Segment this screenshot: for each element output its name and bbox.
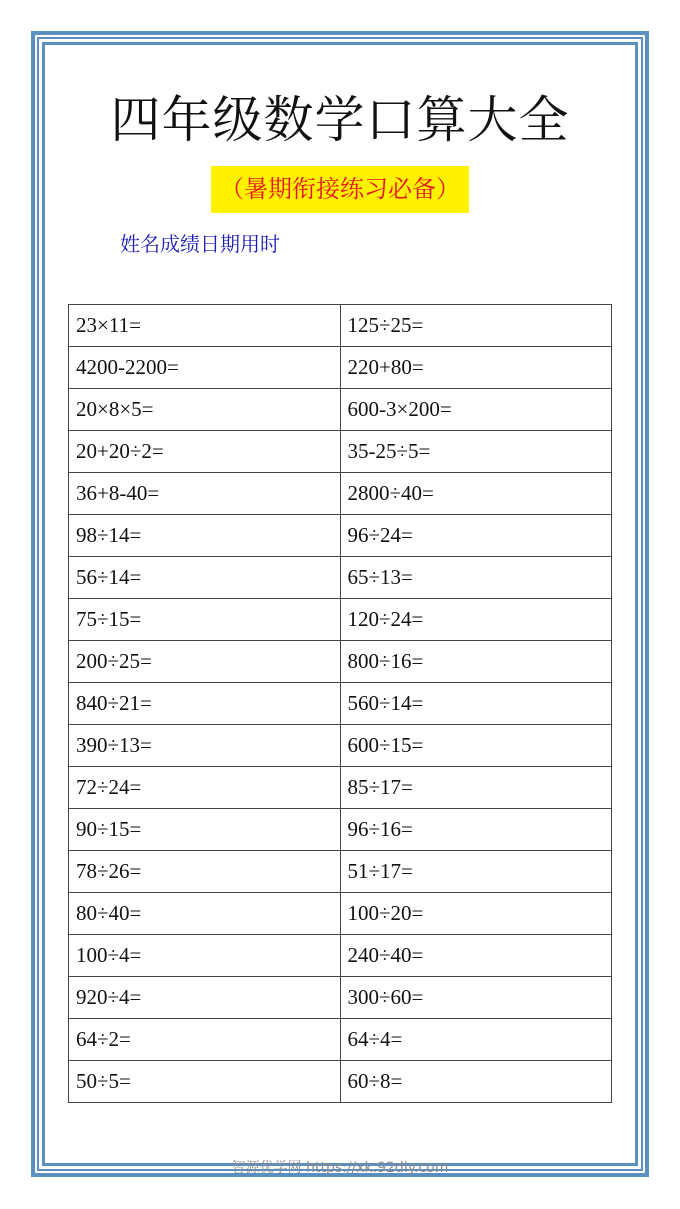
- table-row: [69, 515, 612, 557]
- problem-cell-right: 240÷40=: [340, 935, 612, 977]
- problem-cell-left: 840÷21=: [69, 683, 341, 725]
- subtitle-highlight: （暑期衔接练习必备）: [211, 166, 469, 213]
- table-row: [69, 347, 612, 389]
- problem-cell-right: 120÷24=: [340, 599, 612, 641]
- problem-cell-right: 300÷60=: [340, 977, 612, 1019]
- table-row: [69, 1061, 612, 1103]
- problem-cell-left: 78÷26=: [69, 851, 341, 893]
- problem-cell-right: 100÷20=: [340, 893, 612, 935]
- table-row: [69, 767, 612, 809]
- problem-cell-right: 60÷8=: [340, 1061, 612, 1103]
- problem-cell-left: 90÷15=: [69, 809, 341, 851]
- problem-cell-left: 100÷4=: [69, 935, 341, 977]
- problem-cell-left: 56÷14=: [69, 557, 341, 599]
- problem-cell-left: 4200-2200=: [69, 347, 341, 389]
- table-row: [69, 1019, 612, 1061]
- problem-cell-left: 72÷24=: [69, 767, 341, 809]
- problem-cell-right: 600÷15=: [340, 725, 612, 767]
- problem-cell-right: 800÷16=: [340, 641, 612, 683]
- table-row: [69, 809, 612, 851]
- problem-cell-right: 560÷14=: [340, 683, 612, 725]
- problem-cell-left: 20×8×5=: [69, 389, 341, 431]
- problem-cell-left: 64÷2=: [69, 1019, 341, 1061]
- problem-cell-left: 20+20÷2=: [69, 431, 341, 473]
- table-row: [69, 473, 612, 515]
- name-label: 姓名: [120, 232, 160, 256]
- footer-watermark: 智源优学网 https://xk.92diy.com: [231, 1160, 449, 1176]
- student-info-line: [120, 230, 580, 258]
- problem-cell-right: 125÷25=: [340, 305, 612, 347]
- problem-cell-right: 96÷16=: [340, 809, 612, 851]
- problem-cell-right: 600-3×200=: [340, 389, 612, 431]
- problem-cell-left: 98÷14=: [69, 515, 341, 557]
- problem-cell-left: 390÷13=: [69, 725, 341, 767]
- table-row: [69, 641, 612, 683]
- problem-cell-left: 75÷15=: [69, 599, 341, 641]
- problem-cell-left: 23×11=: [69, 305, 341, 347]
- problem-cell-right: 51÷17=: [340, 851, 612, 893]
- table-row: [69, 599, 612, 641]
- table-row: [69, 893, 612, 935]
- problem-cell-right: 85÷17=: [340, 767, 612, 809]
- table-row: [69, 431, 612, 473]
- problem-cell-right: 65÷13=: [340, 557, 612, 599]
- problem-cell-right: 96÷24=: [340, 515, 612, 557]
- table-row: [69, 557, 612, 599]
- table-row: [69, 305, 612, 347]
- problem-cell-right: 35-25÷5=: [340, 431, 612, 473]
- table-row: [69, 389, 612, 431]
- subtitle-container: [0, 166, 680, 213]
- problem-cell-left: 80÷40=: [69, 893, 341, 935]
- table-row: [69, 851, 612, 893]
- page-title: 四年级数学口算大全: [110, 91, 570, 149]
- problem-cell-right: 220+80=: [340, 347, 612, 389]
- table-row: [69, 977, 612, 1019]
- problem-cell-left: 36+8-40=: [69, 473, 341, 515]
- problem-cell-right: 2800÷40=: [340, 473, 612, 515]
- problem-cell-left: 200÷25=: [69, 641, 341, 683]
- table-row: [69, 935, 612, 977]
- problem-cell-left: 920÷4=: [69, 977, 341, 1019]
- problem-cell-left: 50÷5=: [69, 1061, 341, 1103]
- score-label: 成绩: [160, 232, 200, 256]
- table-row: [69, 725, 612, 767]
- date-label: 日期: [200, 232, 240, 256]
- problem-cell-right: 64÷4=: [340, 1019, 612, 1061]
- time-label: 用时: [240, 232, 280, 256]
- problem-table: [68, 304, 612, 1103]
- table-row: [69, 683, 612, 725]
- problem-table-body: [69, 305, 612, 1103]
